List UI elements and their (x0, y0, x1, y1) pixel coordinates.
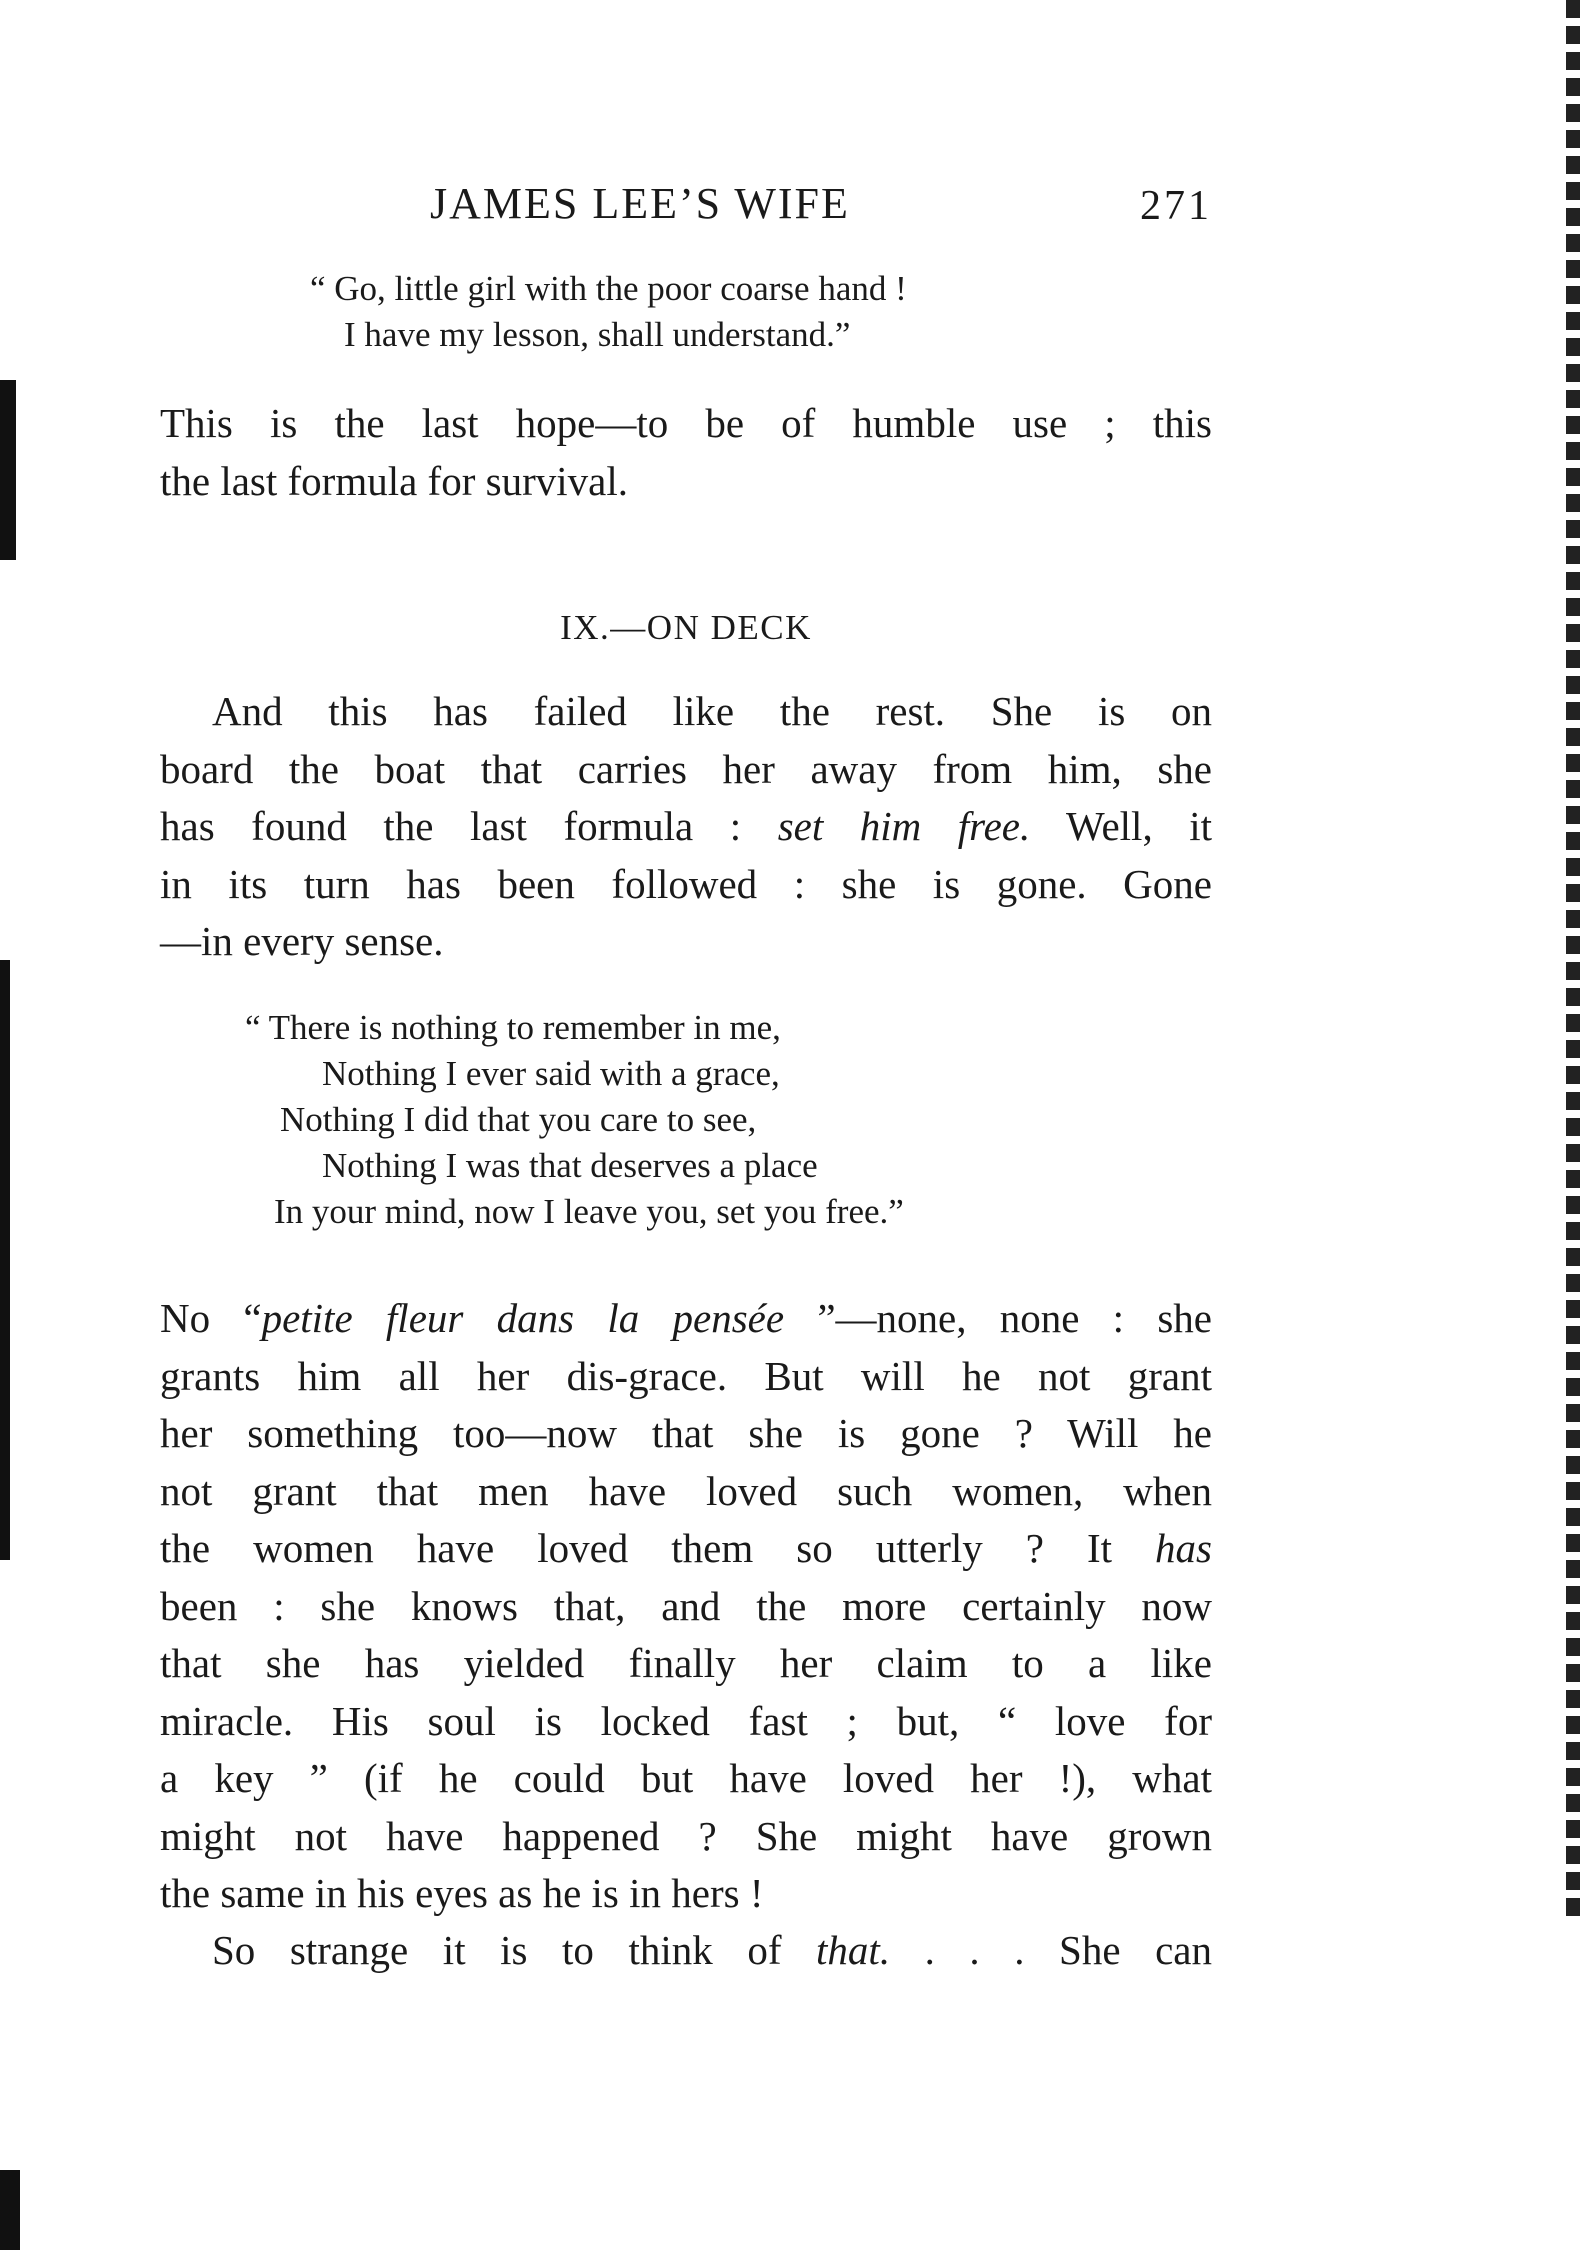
paragraph-line: a key ” (if he could but have loved her !), what (160, 1755, 1212, 1801)
text-run: So strange it is to think of (212, 1927, 817, 1973)
verse-line: “ There is nothing to remember in me, (245, 1008, 781, 1047)
paragraph-line: might not have happened ? She might have grown (160, 1812, 1212, 1859)
paragraph-2 (160, 683, 1212, 971)
paragraph-line (160, 1520, 1212, 1578)
paragraph-line: —in every sense. (160, 918, 444, 964)
text-run: the women have loved them so utterly ? It (160, 1525, 1156, 1571)
scan-edge-left (0, 960, 10, 1560)
paragraph-line (160, 1290, 1212, 1348)
text-run: Well, it (1030, 803, 1213, 849)
paragraph-line: the last formula for survival. (160, 457, 628, 504)
paragraph-line: her something too—now that she is gone ? Will he (160, 1410, 1212, 1456)
italic-text: petite fleur dans la pensée (261, 1295, 785, 1341)
verse-quote-1 (160, 266, 1212, 358)
paragraph-line: not grant that men have loved such women, when (160, 1467, 1212, 1514)
running-title: JAMES LEE’S WIFE (430, 179, 850, 228)
scan-edge-left (0, 380, 16, 560)
italic-text: set him free. (777, 803, 1031, 849)
text-run: . . . She can (890, 1927, 1212, 1973)
paragraph-3 (160, 1290, 1212, 1923)
scan-edge-right (1566, 0, 1580, 1920)
paragraph-line: This is the last hope—to be of humble use ; this (160, 400, 1212, 446)
italic-text: that. (816, 1927, 891, 1973)
paragraph-line: grants him all her dis-grace. But will he not grant (160, 1352, 1212, 1399)
paragraph-line: And this has failed like the rest. She is on (212, 688, 1212, 734)
verse-line: Nothing I was that deserves a place (322, 1146, 818, 1185)
verse-line: “ Go, little girl with the poor coarse hand ! (310, 269, 907, 308)
verse-line: I have my lesson, shall understand.” (344, 315, 851, 354)
paragraph-line (160, 798, 1212, 856)
verse-line: In your mind, now I leave you, set you free.” (274, 1192, 904, 1231)
text-run: has found the last formula : (160, 803, 778, 849)
verse-quote-2 (160, 1005, 1212, 1235)
paragraph-line: miracle. His soul is locked fast ; but, “ love for (160, 1697, 1212, 1744)
text-run: No “ (160, 1295, 262, 1341)
paragraph-line: board the boat that carries her away from him, she (160, 745, 1212, 792)
scan-edge-left (0, 2170, 20, 2250)
verse-line: Nothing I ever said with a grace, (322, 1054, 780, 1093)
paragraph-line: in its turn has been followed : she is gone. Gone (160, 860, 1212, 907)
text-run: ”—none, none : she (784, 1295, 1212, 1341)
paragraph-line (160, 1922, 1212, 1980)
running-header (160, 178, 1212, 238)
page-number: 271 (1140, 183, 1212, 229)
paragraph-4 (160, 1922, 1212, 1980)
paragraph-line: been : she knows that, and the more certainly now (160, 1582, 1212, 1629)
paragraph-1 (160, 395, 1212, 510)
paragraph-line: that she has yielded finally her claim to a like (160, 1640, 1212, 1686)
italic-text: has (1155, 1525, 1212, 1571)
section-heading: IX.—ON DECK (560, 608, 812, 647)
verse-line: Nothing I did that you care to see, (280, 1100, 757, 1139)
paragraph-line: the same in his eyes as he is in hers ! (160, 1870, 764, 1916)
